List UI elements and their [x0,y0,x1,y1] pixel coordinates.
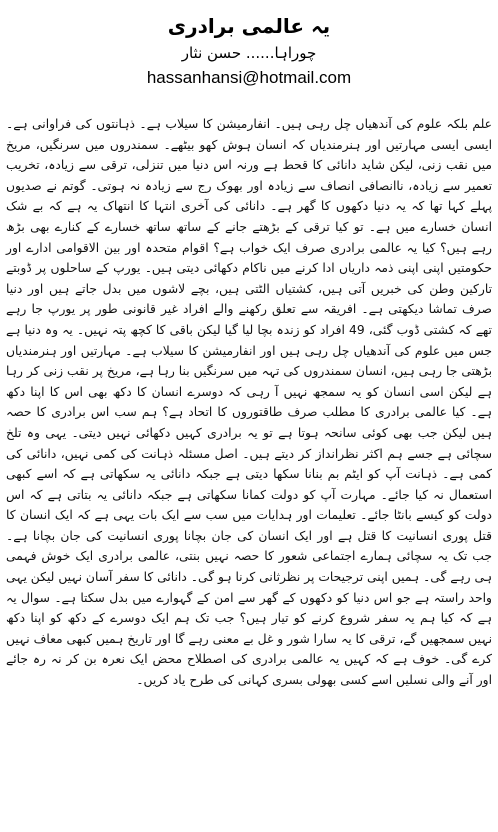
article-title: یہ عالمی برادری [167,14,331,38]
article-paragraph: علم بلکہ علوم کی آندھیاں چل رہی ہیں۔ انفارمیشن کا سیلاب ہے۔ ذہانتوں کی فراوانی ہے۔ ایسی ایسی مہارتیں اور ہنرمندیاں کہ انسان ہوش کھو بیٹھے۔ سمندروں میں سرنگیں، مریخ میں نقب زنی، لیکن شاید دانائی کا قحط ہے ورنہ اس دنیا میں تنزلی، ترقی سے زیادہ، تخریب تعمیر سے زیادہ، ناانصافی انصاف سے زیادہ اور بھوک رج سے زیادہ نہ ہوتی۔ گوتم نے صدیوں پہلے کہا تھا کہ یہ دنیا دکھوں کا گھر ہے۔ دانائی کی آخری انتہا کا انتھاک یہ ہے کہ بے شک انسان خسارے میں ہے۔ تو کیا ترقی کے بڑھتے جانے کے ساتھ ساتھ خسارے کے کنارے بھی بڑھ رہے ہیں؟ کیا یہ عالمی برادری صرف ایک خواب ہے؟ اقوام متحدہ اور بین الاقوامی ادارے اور حکومتیں اپنی اپنی ذمہ داریاں ادا کرنے میں ناکام دکھائی دیتی ہیں۔ یورپ کے ساحلوں پر ڈوبتے تارکین وطن کی خبریں آتی ہیں، کشتیاں الٹتی ہیں، بچے لاشوں میں بدل جاتے ہیں اور دنیا صرف تماشا دیکھتی ہے۔ افریقہ سے تعلق رکھنے والے افراد غیر قانونی طور پر یورپ جا رہے تھے کہ کشتی ڈوب گئی، 49 افراد کو زندہ بچا لیا گیا لیکن باقی کا کچھ پتہ نہیں۔ یہ وہ دنیا ہے جس میں علوم کی آندھیاں چل رہی ہیں اور انفارمیشن کا سیلاب ہے۔ مہارتیں اور ہنرمندیاں بڑھتی جا رہی ہیں، انسان سمندروں کی تہہ میں سرنگیں بنا رہا ہے، مریخ پر نقب زنی کر رہا ہے لیکن اسی انسان کو یہ سمجھ نہیں آ رہی کہ دوسرے انسان کا دکھ بھی اس کا اپنا دکھ ہے۔ کیا عالمی برادری کا مطلب صرف طاقتوروں کا اتحاد ہے؟ ہم سب اس برادری کا حصہ ہیں لیکن جب بھی کوئی سانحہ ہوتا ہے تو یہ برادری کہیں دکھائی نہیں دیتی۔ یہی وہ تلخ سچائی ہے جسے ہم اکثر نظرانداز کر دیتے ہیں۔ اصل مسئلہ ذہانت کی کمی نہیں، دانائی کی کمی ہے۔ ذہانت آپ کو ایٹم بم بنانا سکھا دیتی ہے جبکہ دانائی یہ سکھاتی ہے کہ اسے کبھی استعمال نہ کیا جائے۔ مہارت آپ کو دولت کمانا سکھاتی ہے جبکہ دانائی یہ بتاتی ہے کہ اس دولت کو کیسے بانٹا جائے۔ تعلیمات اور ہدایات میں سب سے ایک بات یہی ہے کہ ایک انسان کا قتل پوری انسانیت کا قتل ہے اور ایک انسان کی جان بچانا پوری انسانیت کی جان بچانا ہے۔ جب تک یہ سچائی ہمارے اجتماعی شعور کا حصہ نہیں بنتی، عالمی برادری ایک خوش فہمی ہی رہے گی۔ ہمیں اپنی ترجیحات پر نظرثانی کرنا ہو گی۔ دانائی کا سفر آسان نہیں لیکن یہی واحد راستہ ہے جو اس دنیا کو دکھوں کے گھر سے امن کے گہوارے میں بدل سکتا ہے۔ سوال یہ ہے کہ کیا ہم یہ سفر شروع کرنے کو تیار ہیں؟ جب تک ہم ایک دوسرے کے دکھ کو اپنا دکھ نہیں سمجھیں گے، ترقی کا یہ سارا شور و غل بے معنی رہے گا اور تاریخ ہمیں کبھی معاف نہیں کرے گی۔ خوف ہے کہ کہیں یہ عالمی برادری کی اصطلاح محض ایک نعرہ بن کر نہ رہ جائے اور آنے والی نسلیں اسے کسی بھولی بسری کہانی کی طرح یاد کریں۔ [6,117,492,688]
article-body [6,114,492,691]
author-email: hassanhansi@hotmail.com [146,68,352,87]
article-header [0,14,498,88]
article-page [0,14,498,832]
author-byline: چوراہا...... حسن نثار [181,44,317,62]
